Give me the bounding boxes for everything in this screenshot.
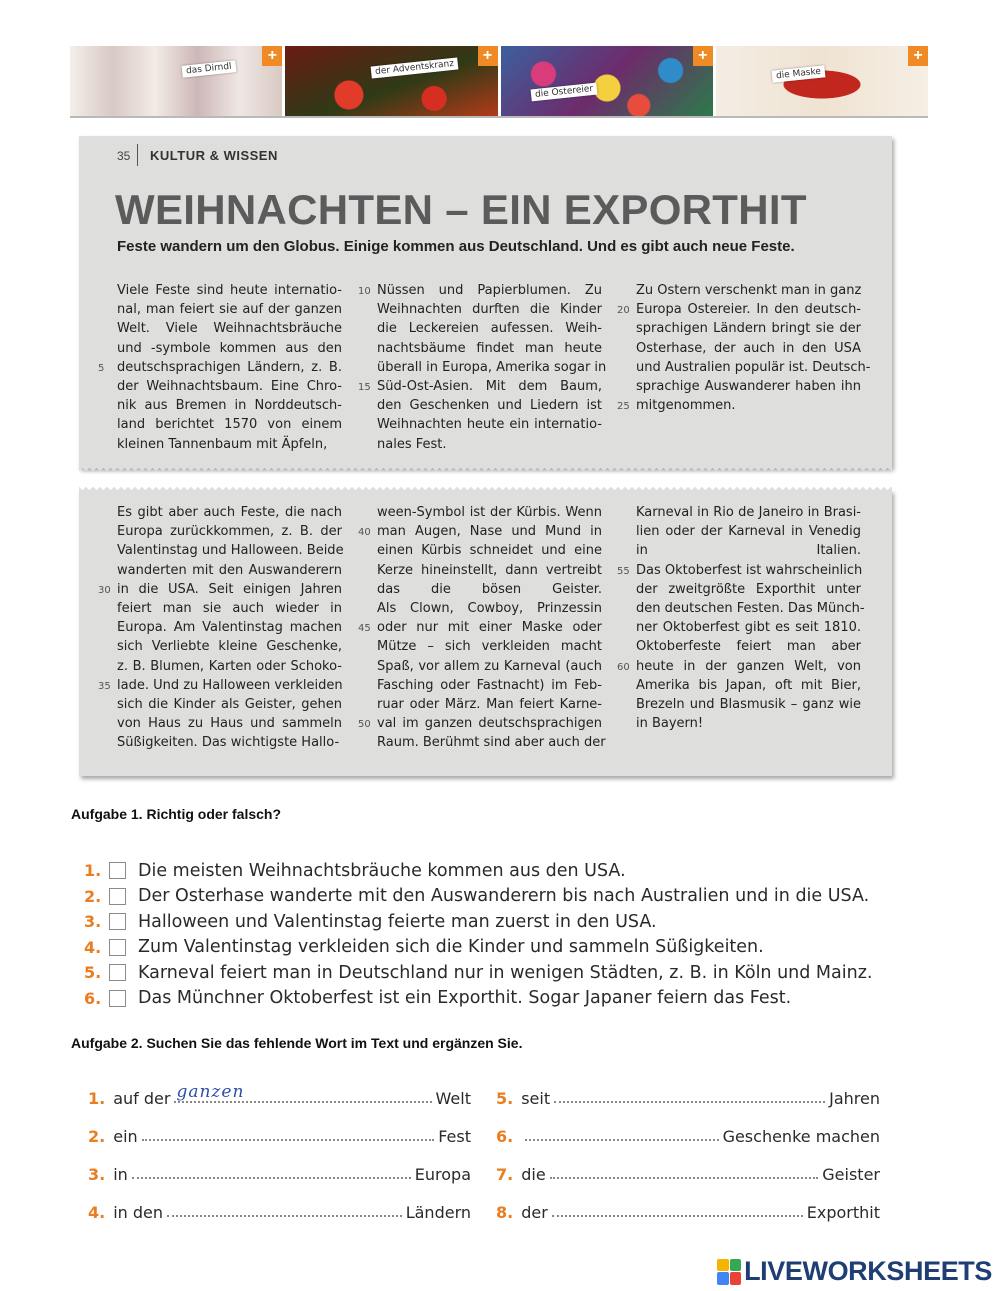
fill-item <box>496 1196 880 1222</box>
fill-before: in <box>113 1165 128 1184</box>
answer-checkbox[interactable] <box>109 990 126 1007</box>
line-number: 25 <box>617 401 630 413</box>
text-line: ruar oder März. Man feiert Karne- <box>377 696 602 712</box>
photo-ostereier[interactable] <box>501 46 713 116</box>
item-number: 8. <box>496 1203 514 1222</box>
fill-after: Exporthit <box>806 1203 880 1222</box>
item-number: 1. <box>84 861 102 881</box>
text-column <box>98 503 344 752</box>
text-line: Europa zurückkommen, z. B. der <box>117 524 342 540</box>
text-line: in Italien. <box>636 543 861 559</box>
photo-adventskranz[interactable] <box>285 46 497 116</box>
list-item <box>84 986 872 1012</box>
text-line: sprachige Auswanderer haben ihn <box>636 378 861 394</box>
answer-field[interactable] <box>525 1139 718 1141</box>
text-line: der Weihnachtsbaum. Eine Chro- <box>117 378 342 394</box>
photo-caption: die Ostereier <box>530 83 597 102</box>
text-line: kleinen Tannenbaum mit Äpfeln, <box>117 436 328 452</box>
fill-item <box>496 1158 880 1184</box>
expand-plus-icon[interactable]: + <box>908 46 928 66</box>
text-line: Kerze hineinstellt, dann vertreibt <box>377 562 602 578</box>
line-number: 55 <box>617 565 630 577</box>
text-line: den deutschen Festen. Das Münch- <box>636 600 865 616</box>
text-line: nales Fest. <box>377 436 447 452</box>
fill-item <box>88 1196 471 1222</box>
text-line: Süßigkeiten. Das wichtigste Hallo- <box>117 735 340 751</box>
item-number: 2. <box>84 886 102 906</box>
line-number: 10 <box>358 286 371 297</box>
line-number: 35 <box>98 680 111 692</box>
text-line: einen Kürbis schneidet und eine <box>377 543 602 559</box>
text-column <box>358 281 607 454</box>
text-line: Mütze – sich verkleiden macht <box>377 639 602 655</box>
text-line: ween-Symbol ist der Kürbis. Wenn <box>377 505 602 520</box>
expand-plus-icon[interactable]: + <box>262 46 282 66</box>
photo-caption: das Dirndl <box>182 60 237 78</box>
text-line: 35 lade. Und zu Halloween verkleiden <box>117 676 342 695</box>
text-column <box>358 503 606 752</box>
answer-checkbox[interactable] <box>109 939 126 956</box>
text-line: Viele Feste sind heute internatio- <box>117 283 342 298</box>
text-line: 15 Süd-Ost-Asien. Mit dem Baum, <box>377 377 602 396</box>
torn-edge <box>79 467 892 473</box>
photo-caption: die Maske <box>771 65 825 82</box>
photo-maske[interactable] <box>716 46 928 116</box>
list-item <box>84 909 872 935</box>
text-line: nik aus Bremen in Norddeutsch- <box>117 398 342 414</box>
text-line: die Leckereien aufessen. Weih- <box>377 321 602 337</box>
fill-after: Geschenke machen <box>722 1127 880 1146</box>
fill-before: auf der <box>113 1089 171 1108</box>
statement-text: Halloween und Valentinstag feierte man zuerst in den USA. <box>138 911 657 932</box>
answer-checkbox[interactable] <box>109 888 126 905</box>
text-line: feiert man sie auch wieder in <box>117 600 342 616</box>
list-item <box>84 858 872 884</box>
answer-checkbox[interactable] <box>109 862 126 879</box>
fill-after: Geister <box>822 1165 880 1184</box>
text-line: sich Verliebte kleine Geschenke, <box>117 639 342 655</box>
text-line: von Haus zu Haus und sammeln <box>117 716 342 732</box>
fill-after: Jahren <box>829 1089 880 1108</box>
text-line: z. B. Blumen, Karten oder Schoko- <box>117 658 342 674</box>
divider <box>137 144 138 166</box>
true-false-list <box>84 858 872 1011</box>
liveworksheets-logo-icon <box>717 1259 741 1285</box>
fill-item <box>88 1158 471 1184</box>
fill-item <box>88 1082 471 1108</box>
line-number: 20 <box>617 305 630 317</box>
text-line: Osterhase, der auch in den USA <box>636 340 861 356</box>
answer-field[interactable] <box>167 1215 402 1217</box>
text-line: lien oder der Karneval in Venedig <box>636 524 861 540</box>
text-line: Karneval in Rio de Janeiro in Brasi- <box>636 505 861 520</box>
text-line: sich die Kinder als Geister, gehen <box>117 696 342 712</box>
line-number: 45 <box>358 623 371 635</box>
item-number: 5. <box>496 1089 514 1108</box>
text-line: wanderten mit den Auswanderern <box>117 562 342 578</box>
text-line: 40 man Augen, Nase und Mund in <box>377 522 602 541</box>
text-line: 45 oder nur mit einer Maske oder <box>377 618 602 637</box>
text-line: in Bayern! <box>636 716 704 732</box>
answer-field[interactable] <box>552 1215 803 1217</box>
item-number: 6. <box>84 988 102 1008</box>
photo-strip <box>70 46 928 118</box>
answer-field[interactable] <box>132 1177 411 1179</box>
text-line: Weihnachten heute ein internatio- <box>377 417 602 433</box>
text-line: Spaß, vor allem zu Karneval (auch <box>377 658 602 674</box>
statement-text: Zum Valentinstag verkleiden sich die Kinder und sammeln Süßigkeiten. <box>138 937 764 958</box>
statement-text: Das Münchner Oktoberfest ist ein Exporthit. Sogar Japaner feiern das Fest. <box>138 988 792 1009</box>
answer-checkbox[interactable] <box>109 964 126 981</box>
text-line: der zweitgrößte Exporthit unter <box>636 581 861 597</box>
list-item <box>84 960 872 986</box>
text-line: 50 val im ganzen deutschsprachigen <box>377 714 602 733</box>
text-line: 20 Europa Ostereier. In den deutsch- <box>636 300 861 319</box>
fill-item <box>496 1082 880 1108</box>
list-item <box>84 884 872 910</box>
text-line: Amerika bis Japan, oft mit Bier, <box>636 677 861 693</box>
line-number: 5 <box>98 362 105 374</box>
list-item <box>84 935 872 961</box>
text-line: ner Oktoberfest gibt es seit 1810. <box>636 620 861 636</box>
item-number: 5. <box>84 963 102 983</box>
text-line: und -symbole kommen aus den <box>117 340 342 356</box>
text-line: Zu Ostern verschenkt man in ganz <box>636 283 862 298</box>
text-line: Weihnachten durften die Kinder <box>377 302 602 318</box>
text-line: 55 Das Oktoberfest ist wahrscheinlich <box>636 561 861 580</box>
text-line: 25 mitgenommen. <box>636 396 861 415</box>
task2-title: Aufgabe 2. Suchen Sie das fehlende Wort im Text und ergänzen Sie. <box>71 1035 523 1051</box>
answer-field[interactable] <box>174 1082 431 1103</box>
text-line: nal, man feiert sie auf der ganzen <box>117 302 342 318</box>
text-column <box>617 503 865 733</box>
text-line: land berichtet 1570 von einem <box>117 417 342 433</box>
fill-item <box>496 1120 880 1146</box>
fill-before: ein <box>113 1127 138 1146</box>
fill-after: Europa <box>414 1165 471 1184</box>
section-label: KULTUR & WISSEN <box>150 148 278 163</box>
item-number: 2. <box>88 1127 106 1146</box>
task1-title: Aufgabe 1. Richtig oder falsch? <box>71 806 282 822</box>
article-subtitle: Feste wandern um den Globus. Einige kommen aus Deutschland. Und es gibt auch neue Feste. <box>117 238 795 255</box>
expand-plus-icon[interactable]: + <box>478 46 498 66</box>
statement-text: Die meisten Weihnachtsbräuche kommen aus den USA. <box>138 860 626 881</box>
text-line: Welt. Viele Weihnachtsbräuche <box>117 321 342 337</box>
text-line: sprachigen Ländern bringt sie der <box>636 321 861 337</box>
text-line: Als Clown, Cowboy, Prinzessin <box>377 600 602 616</box>
text-line: überall in Europa, Amerika sogar in <box>377 359 607 375</box>
line-number: 15 <box>358 381 371 393</box>
item-number: 1. <box>88 1089 106 1108</box>
fill-after: Ländern <box>405 1203 471 1222</box>
fill-before: die <box>521 1165 546 1184</box>
text-line: 10 Nüssen und Papierblumen. Zu <box>377 281 602 300</box>
article-box-bottom <box>79 490 892 776</box>
text-column <box>98 281 342 454</box>
fill-before: seit <box>521 1089 551 1108</box>
text-line: Fasching oder Fastnacht) im Feb- <box>377 677 602 693</box>
line-number: 50 <box>358 719 371 731</box>
text-line: den Geschenken und Liedern ist <box>377 398 602 414</box>
text-line: nachtsbäume findet man heute <box>377 340 602 356</box>
line-number: 30 <box>98 584 111 596</box>
item-number: 6. <box>496 1127 514 1146</box>
text-line: das die bösen Geister. <box>377 581 602 597</box>
item-number: 3. <box>88 1165 106 1184</box>
fill-after: Fest <box>438 1127 471 1146</box>
statement-text: Der Osterhase wanderte mit den Auswanderern bis nach Australien und in die USA. <box>138 886 870 907</box>
article-title: WEIHNACHTEN – EIN EXPORTHIT <box>115 186 807 233</box>
text-line: Valentinstag und Halloween. Beide <box>117 543 344 559</box>
answer-text: ganzen <box>176 1082 245 1102</box>
text-line: 60 heute in der ganzen Welt, von <box>636 657 861 676</box>
item-number: 7. <box>496 1165 514 1184</box>
line-number: 60 <box>617 661 630 673</box>
photo-dirndl[interactable] <box>70 46 282 116</box>
page-number: 35 <box>117 149 131 163</box>
fill-item <box>88 1120 471 1146</box>
text-line: Es gibt aber auch Feste, die nach <box>117 505 342 520</box>
brand-name: LIVEWORKSHEETS <box>744 1256 992 1286</box>
line-number: 40 <box>358 527 371 539</box>
text-line: Brezeln und Blasmusik – ganz wie <box>636 696 861 712</box>
statement-text: Karneval feiert man in Deutschland nur in wenigen Städten, z. B. in Köln und Mainz. <box>138 962 873 983</box>
fill-after: Welt <box>435 1089 471 1108</box>
text-line: 5 deutschsprachigen Ländern, z. B. <box>117 358 342 377</box>
answer-field[interactable] <box>142 1139 435 1141</box>
item-number: 4. <box>84 937 102 957</box>
answer-checkbox[interactable] <box>109 913 126 930</box>
item-number: 3. <box>84 912 102 932</box>
text-line: und Australien populär ist. Deutsch- <box>636 359 871 375</box>
torn-edge <box>79 485 892 491</box>
fill-before: in den <box>113 1203 164 1222</box>
article-box-top <box>79 136 892 468</box>
item-number: 4. <box>88 1203 106 1222</box>
text-line: Raum. Berühmt sind aber auch der <box>377 735 606 751</box>
liveworksheets-brand[interactable] <box>717 1256 992 1287</box>
fill-before: der <box>521 1203 548 1222</box>
answer-field[interactable] <box>550 1177 819 1179</box>
text-line: Europa. Am Valentinstag machen <box>117 620 342 636</box>
expand-plus-icon[interactable]: + <box>693 46 713 66</box>
text-line: 30 in die USA. Seit einigen Jahren <box>117 580 342 599</box>
text-column <box>617 281 871 415</box>
answer-field[interactable] <box>554 1101 825 1103</box>
photo-caption: der Adventskranz <box>371 57 459 78</box>
text-line: Oktoberfeste feiert man aber <box>636 639 861 655</box>
